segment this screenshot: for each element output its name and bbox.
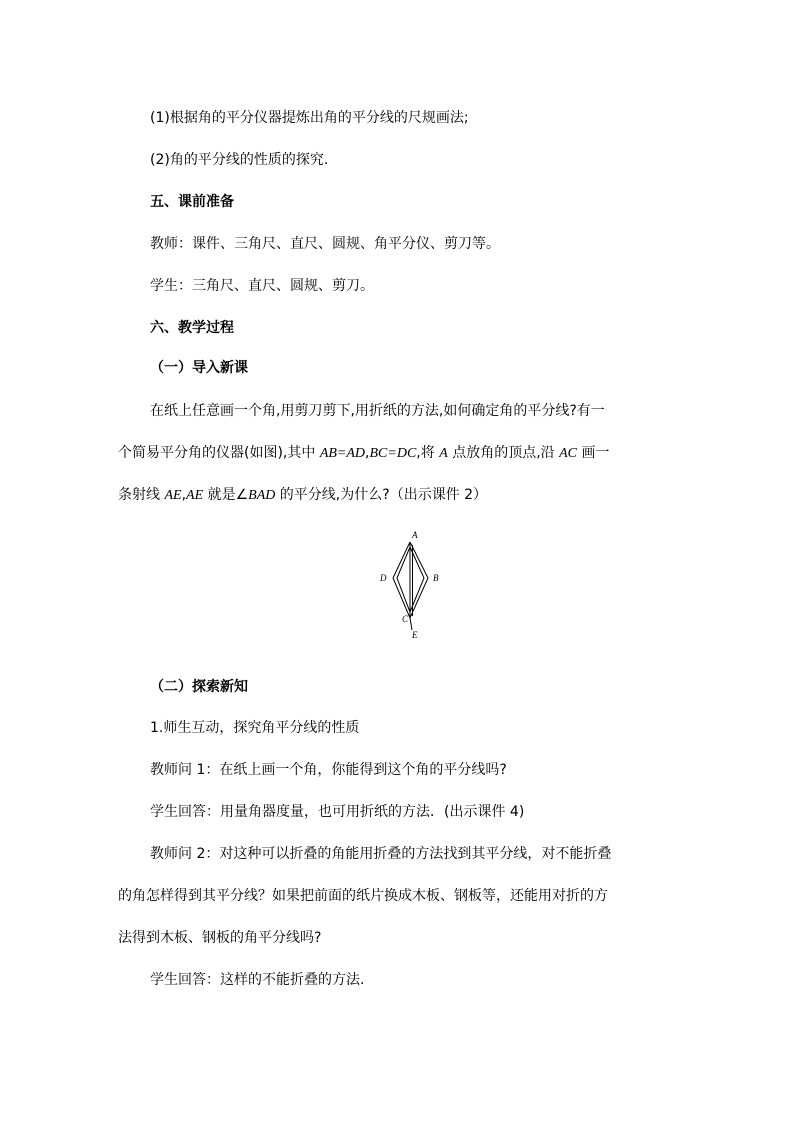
math-ae: AE <box>186 488 204 503</box>
teacher-question-2-line-3: 法得到木板、钢板的角平分线吗? <box>118 930 322 946</box>
intro-text: ,将 <box>416 445 440 461</box>
student-materials: 学生：三角尺、直尺、圆规、剪刀。 <box>150 278 374 294</box>
math-a: A <box>439 446 448 461</box>
comma: , <box>365 445 370 461</box>
step-1: (1)根据角的平分仪器提炼出角的平分线的尺规画法; <box>150 110 469 126</box>
teacher-question-2-line-2: 的角怎样得到其平分线？如果把前面的纸片换成木板、钢板等，还能用对折的方 <box>118 888 608 904</box>
teacher-materials: 教师：课件、三角尺、直尺、圆规、角平分仪、剪刀等。 <box>150 236 500 252</box>
step-2: (2)角的平分线的性质的探究. <box>150 152 329 168</box>
intro-line-2 <box>118 443 609 464</box>
intro-text: 点放角的顶点,沿 <box>447 445 560 461</box>
intro-text: 就是∠ <box>203 487 249 503</box>
math-bad: BAD <box>248 488 276 503</box>
label-c: C <box>402 614 409 624</box>
intro-line-3 <box>118 485 487 506</box>
math-ab-ad: AB=AD <box>319 446 366 461</box>
section-5-heading: 五、课前准备 <box>150 194 234 210</box>
teacher-question-2-line-1: 教师问 2：对这种可以折叠的角能用折叠的方法找到其平分线，对不能折叠 <box>150 846 612 862</box>
intro-text: 条射线 <box>118 487 165 503</box>
math-ae: AE <box>164 488 182 503</box>
intro-line-1: 在纸上任意画一个角,用剪刀剪下,用折纸的方法,如何确定角的平分线?有一 <box>150 403 605 419</box>
label-a: A <box>412 530 418 540</box>
label-d: D <box>380 573 387 583</box>
item-1: 1.师生互动，探究角平分线的性质 <box>150 720 360 736</box>
angle-bisector-instrument-figure <box>372 528 452 643</box>
intro-text: 的平分线,为什么?（出示课件 2） <box>275 487 488 503</box>
math-ac: AC <box>559 446 578 461</box>
student-answer-1: 学生回答：用量角器度量，也可用折纸的方法．(出示课件 4) <box>150 804 525 820</box>
label-b: B <box>433 573 439 583</box>
label-e: E <box>412 630 418 640</box>
section-6-heading: 六、教学过程 <box>150 320 234 336</box>
teacher-question-1: 教师问 1：在纸上画一个角，你能得到这个角的平分线吗? <box>150 762 507 778</box>
part-1-heading: （一）导入新课 <box>150 360 248 376</box>
intro-text: 个简易平分角的仪器(如图),其中 <box>118 445 320 461</box>
comma: , <box>181 487 187 503</box>
part-2-heading: （二）探索新知 <box>150 679 248 695</box>
student-answer-2: 学生回答：这样的不能折叠的方法. <box>150 972 365 988</box>
intro-text: 画一 <box>577 445 610 461</box>
math-bc-dc: BC=DC <box>369 446 417 461</box>
